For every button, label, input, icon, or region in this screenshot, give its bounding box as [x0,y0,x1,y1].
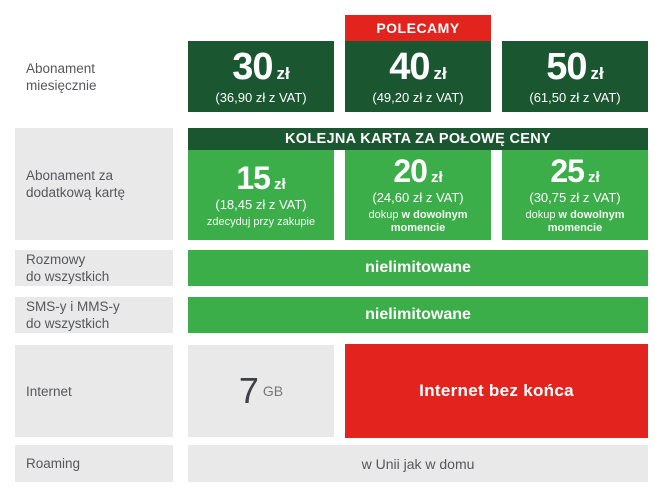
plan-40-vat: (49,20 zł z VAT) [372,90,464,105]
row-extra-card-label [15,128,173,240]
plan-30-price-unit: zł [276,64,290,83]
extra-plan-25-price-number: 25 [550,153,584,189]
calls-unlimited-text: nielimitowane [365,259,471,276]
plan-box-50[interactable] [502,41,648,112]
extra-plan-25-price-unit: zł [587,169,600,186]
extra-plan-25-vat: (30,75 zł z VAT) [529,190,621,205]
row-sms-label-line1: SMS-y i MMS-y [26,299,120,314]
row-calls-label-line1: Rozmowy [26,252,86,267]
calls-unlimited-bar [188,250,648,286]
extra-plan-25-note-bold: w dowolnym momencie [547,209,625,234]
extra-card-header-text: KOLEJNA KARTA ZA POŁOWĘ CENY [285,131,551,147]
row-internet-label-text: Internet [26,383,72,399]
row-sms-label-line2: do wszystkich [26,316,110,331]
plan-box-40[interactable] [345,41,491,112]
plan-30-vat: (36,90 zł z VAT) [215,90,307,105]
sms-unlimited-text: nielimitowane [365,306,471,323]
row-monthly-label-line2: miesięcznie [26,77,97,93]
row-roaming-label-text: Roaming [26,456,81,471]
row-internet-label [15,345,173,437]
row-extra-card-label-line1: Abonament za [26,168,114,183]
extra-plan-20-note-regular: dokup [368,209,399,221]
extra-plan-15-note-regular: zdecyduj przy zakupie [206,215,316,228]
extra-plan-box-25[interactable] [502,150,648,240]
extra-plan-20-price-unit: zł [430,169,443,186]
plan-40-price [389,48,447,86]
extra-plan-15-vat: (18,45 zł z VAT) [215,196,307,212]
sms-unlimited-bar [188,297,648,333]
plan-box-30[interactable] [188,41,334,112]
roaming-value-text: w Unii jak w domu [361,455,475,472]
internet-gb-amount: 7 [238,370,259,411]
plan-50-vat: (61,50 zł z VAT) [529,90,621,105]
extra-plan-box-20[interactable] [345,150,491,240]
extra-plan-25-price [550,155,599,187]
extra-plan-15-price-number: 15 [236,159,270,196]
extra-plan-20-note [345,209,491,235]
polecamy-badge-label: POLECAMY [376,20,460,36]
plan-50-price-number: 50 [546,46,587,88]
extra-plan-25-note [502,209,648,235]
extra-plan-20-vat: (24,60 zł z VAT) [372,190,464,205]
extra-plan-25-note-regular: dokup [525,209,556,221]
internet-offer-text: Internet bez końca [419,381,574,400]
row-extra-card-label-line2: dodatkową kartę [26,185,126,200]
row-calls-label [15,250,173,286]
plan-40-price-unit: zł [433,64,447,83]
plan-30-price [232,48,290,86]
extra-card-header-bar [188,128,648,150]
roaming-value-bar [188,445,648,482]
plan-30-price-number: 30 [232,46,273,88]
plan-40-price-number: 40 [389,46,430,88]
extra-plan-20-price-number: 20 [393,153,427,189]
internet-gb-unit: GB [262,383,284,399]
polecamy-badge [345,15,491,41]
extra-plan-15-note [199,216,323,229]
plan-50-price-unit: zł [590,64,604,83]
extra-plan-15-price [236,159,286,196]
row-sms-label [15,297,173,333]
row-monthly-label [15,41,173,112]
plan-50-price [546,48,604,86]
row-monthly-label-line1: Abonament [26,60,96,76]
internet-gb-cell [188,345,334,437]
extra-plan-20-price [393,155,442,187]
row-roaming-label [15,445,173,482]
internet-offer-box [345,344,648,438]
row-calls-label-line2: do wszystkich [26,269,110,284]
extra-plan-box-15[interactable] [188,150,334,240]
extra-plan-20-note-bold: w dowolnym momencie [390,209,468,234]
extra-plan-15-price-unit: zł [273,175,286,193]
